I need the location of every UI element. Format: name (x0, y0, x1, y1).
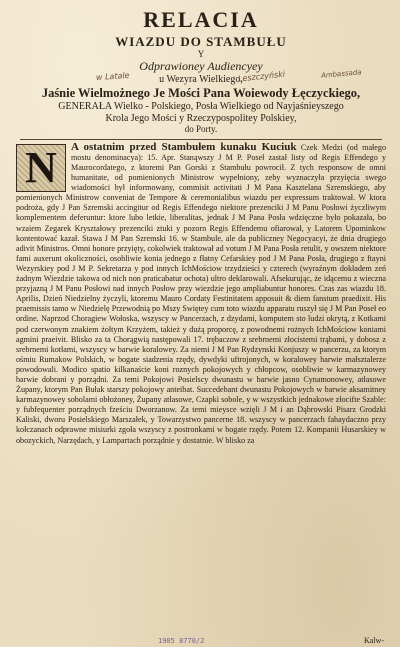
title-line-envoy: Jaśnie Wielmożnego Je Mości Pana Woiewody Łęczyckiego, (41, 86, 361, 101)
dropcap-letter: N (25, 142, 57, 192)
conjunction: Y (197, 48, 205, 59)
manuscript-note-right: Ambassada (320, 68, 362, 80)
header-divider (20, 139, 382, 140)
body-paragraph: Czek Medzi (od małego mostu denominacya): 15. Apr. Stanąwszy J M P. Poseł zastał listy od Regis Effendego y Maurocordatego, z ktoremi Pan Gorski z Stambułu powrocił. Z tych responsow de omni humanitate, od pomienionych Ministrow wypełniony, zeby wyznaczyła przyięcia swego wiadomości był informowany, commisit activitati J M Pana Kasztelana Szremskiego, aby pomienionych Ministrow conveniat de Tempore & ceremonialibus wiazdu per expressum traktował. W ktora podroża, gdy J Pan Szremski accingitur od Regis Effendego niektore prezenciki J M Panu Posłowi życzliwym komplementem deferuntur: ktore lubo letkie, liberalitas, jednak J M Pana Posła wdzięczne było pokazała, bo wzaiem Zegarek Kryształowy prezenciki ztuki y pozorn Regis Effendemu ofiarował, y Latorem Upominkow kontentować kazał. Stawa J M Pan Szremski 16. w Stambule, ale da publiczney Negocyacyi, że dnia drugiego adivit Ministros. Omni honore przyięty, cokolwiek traktował ad votum J M Pana Posła retulit, y owszem niektore fami auxerunt okoliczności, osobliwie konia jednego z fłatny Cefarskiey pod J M Pana Posła, drugiego z ftayni Wezyrskiey pod J M P. Sekretarza y pod innych IchMościow trzydzieści y czterech (wyraźnym dokładem zeń żadnym Wiezdzie takowa od nich non praticabatur ochota) ultro deklarowali. Afsekurując, że idącemu z wieczna przyjazną J M Panu Posłowi nad innych Posłow przy wiezdzie jego ampliabuntur honores. Czas zas wiazdu 18. Aprilis, Dzień Niedzielny życzyli, ktoremu Mauro Cordaty Festinitatem apposuit & diem fanstum praedixit. His praemissis tamo w Niedzielę Przewodnią po Mszy Swiętey cum toto wiazdu apparatu ruszył się J M Pan Poseł eo ordine. Naprzod Choragiew Wołoska, wszyscy w Pancerzach, z dzydami, komputem sto ludzi okrytą, z Kotkami pod czerwonym znakiem żołtym Krzyżem, takież y dużą proporcę, z powodnemi rożnych IchMościow koniami agmini praeivit. Blisko za ta Chorągwią następowali 17. trębaczow z srebrnemi złocistemi trąbami, y dobosz z srebrnemi kotłami, wszyscy w barwie koralowey. Za niemi J M Pan Rydzynski Konjuszy w pancerzu, za ktorym ośmiu Rumakow Polskich, w bogate siadzenia rzędy, dywdyki uftrojonych, w koralowey barwie małsztalerze powodowali. Modico spatio kilkanaście koni roznych pokojowych y chłopcow, osobliwie w karmazynowey barwie dobrani y porządni. Za temi Pokojowi Posielscy dwunastu w barwie jasno Cynamonowey, atłasowe Żupany, ktorym Pan Bułak starszy pokojowy anteibat. Succedebant dwunastu Pokojowych w barwie aksamitney karmazynowey sobolami obłożoney, Żupany atłasowe, Czapki sobole, y w wszystkich jednakowe złocifte Szable: y fubfequenter porządnych fześciu Dworzanow. Za temi mieysce wzięli J M i an Dąbrowski Pisarz Grodzki Kaliski, dworu Posielskiego Marszałek, y Towarzystwo pancerne 18. wszyscy w pancerzach fahaydaczno przy kołczanach odprawne misiurki zgoła wszyscy z postronkami w bogate rzędy. Potem 12. Kompanii Husarskiey w obozyckich, Narzędach, y Lampartach porządnie y dostatnie. W blisko za (16, 142, 386, 445)
document-subtitle: WIAZDU DO STAMBUŁU (115, 34, 287, 50)
title-block (16, 8, 386, 135)
vizier-text: u Wezyra Wielkiego, (159, 73, 243, 85)
title-line-vizier (16, 68, 386, 86)
document-title: RELACIA (143, 7, 259, 32)
title-line-porte: do Porty. (184, 124, 218, 135)
ornamental-initial (16, 144, 66, 192)
title-line-king: Krola Jego Mości y Rzeczypospolitey Polskiey, (105, 112, 297, 124)
opening-line: A ostatnim przed Stambułem kunaku Kuciuk (71, 140, 297, 153)
manuscript-note-left: w Latale (95, 70, 130, 82)
catchword: Kalw- (364, 636, 384, 645)
title-line-general: GENERAŁA Wielko - Polskiego, Posła Wielkiego od Nayjaśnieyszego (58, 101, 344, 113)
archive-stamp: 1905 8770/2 (158, 637, 205, 645)
body-text (16, 142, 386, 446)
manuscript-note-middle: Leszczyński (237, 69, 286, 84)
title-line-audience: Odprawioney Audiencyey (139, 59, 263, 74)
